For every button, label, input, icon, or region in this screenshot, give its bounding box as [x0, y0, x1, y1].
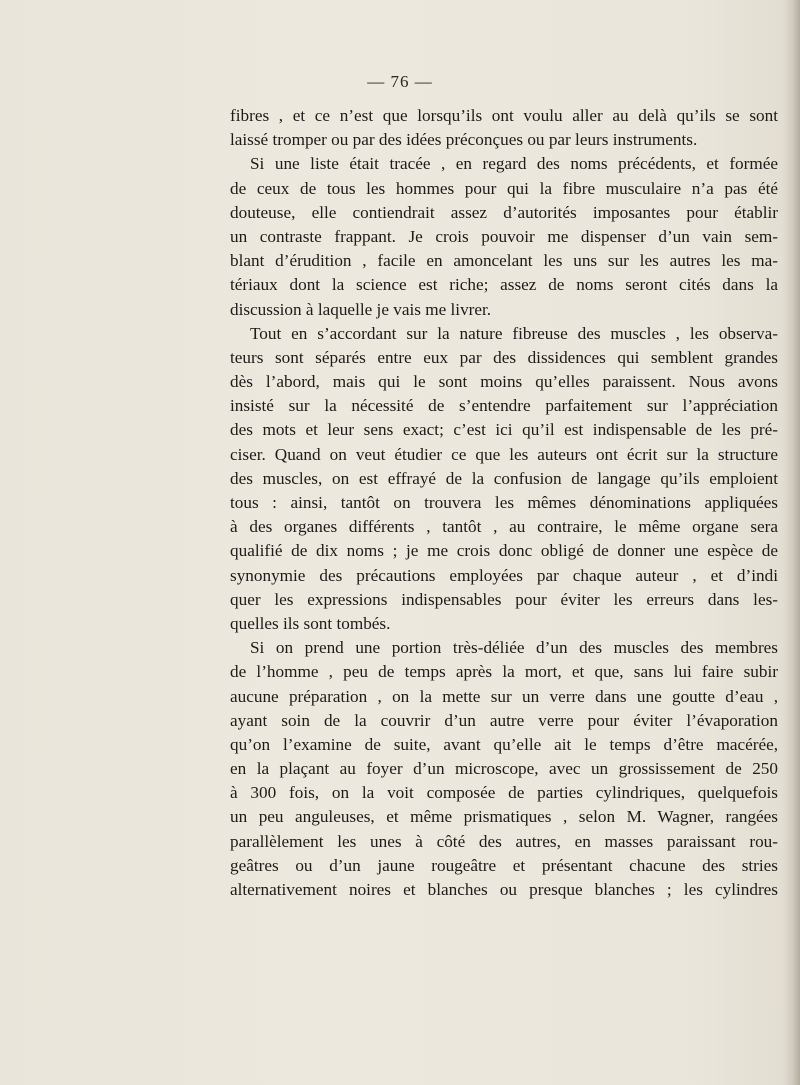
text-line: quelles ils sont tombés. [230, 613, 391, 633]
text-line: des mots et leur sens exact; c’est ici qu’il est indispensable de les pré- [230, 420, 778, 440]
text-line: geâtres ou d’un jaune rougeâtre et présentant chacune des stries [230, 855, 778, 875]
text-line: laissé tromper ou par des idées préconçues ou par leurs instruments. [230, 130, 698, 150]
text-line: discussion à laquelle je vais me livrer. [230, 299, 492, 319]
page-number-header: — 76 — [367, 72, 433, 91]
text-line: à 300 fois, on la voit composée de parties cylindriques, quelquefois [230, 783, 778, 803]
text-line: de l’homme , peu de temps après la mort, et que, sans lui faire subir [230, 662, 778, 682]
text-line: quer les expressions indispensables pour éviter les erreurs dans les- [230, 589, 778, 609]
text-line: des muscles, on est effrayé de la confusion de langage qu’ils emploient [230, 468, 778, 488]
text-line: un peu anguleuses, et même prismatiques , selon M. Wagner, rangées [230, 807, 778, 827]
text-line: aucune préparation , on la mette sur un verre dans une goutte d’eau , [230, 686, 778, 706]
text-line: tériaux dont la science est riche; assez de noms seront cités dans la [230, 275, 778, 295]
text-line: qualifié de dix noms ; je me crois donc obligé de donner une espèce de [230, 541, 778, 561]
page-edge-shadow [782, 0, 800, 1085]
text-line: Tout en s’accordant sur la nature fibreuse des muscles , les observa- [250, 323, 778, 343]
text-line: alternativement noires et blanches ou presque blanches ; les cylindres [230, 880, 778, 899]
text-line: fibres , et ce n’est que lorsqu’ils ont voulu aller au delà qu’ils se sont [230, 106, 778, 125]
text-line: douteuse, elle contiendrait assez d’autorités imposantes pour établir [230, 202, 778, 222]
text-line: en la plaçant au foyer d’un microscope, avec un grossissement de 250 [230, 759, 778, 779]
text-line: à des organes différents , tantôt , au contraire, le même organe sera [230, 517, 778, 537]
text-line: ciser. Quand on veut étudier ce que les auteurs ont écrit sur la structure [230, 444, 778, 464]
text-line: qu’on l’examine de suite, avant qu’elle ait le temps d’être macérée, [230, 734, 778, 754]
text-line: synonymie des précautions employées par chaque auteur , et d’indi [230, 565, 778, 585]
text-line: insisté sur la nécessité de s’entendre parfaitement sur l’appréciation [230, 396, 778, 416]
text-line: de ceux de tous les hommes pour qui la fibre musculaire n’a pas été [230, 178, 778, 198]
text-line: blant d’érudition , facile en amoncelant les uns sur les autres les ma- [230, 251, 778, 271]
text-line: teurs sont séparés entre eux par des dissidences qui semblent grandes [230, 347, 778, 367]
body-text [230, 104, 778, 902]
text-line: ayant soin de la couvrir d’un autre verre pour éviter l’évaporation [230, 710, 778, 730]
text-line: dès l’abord, mais qui le sont moins qu’elles paraissent. Nous avons [230, 372, 778, 392]
text-line: Si on prend une portion très-déliée d’un des muscles des membres [250, 638, 778, 658]
text-line: Si une liste était tracée , en regard des noms précédents, et formée [250, 154, 778, 174]
text-line: parallèlement les unes à côté des autres, en masses paraissant rou- [230, 831, 778, 851]
text-line: tous : ainsi, tantôt on trouvera les mêmes dénominations appliquées [230, 493, 778, 512]
text-line: un contraste frappant. Je crois pouvoir me dispenser d’un vain sem- [230, 226, 778, 246]
